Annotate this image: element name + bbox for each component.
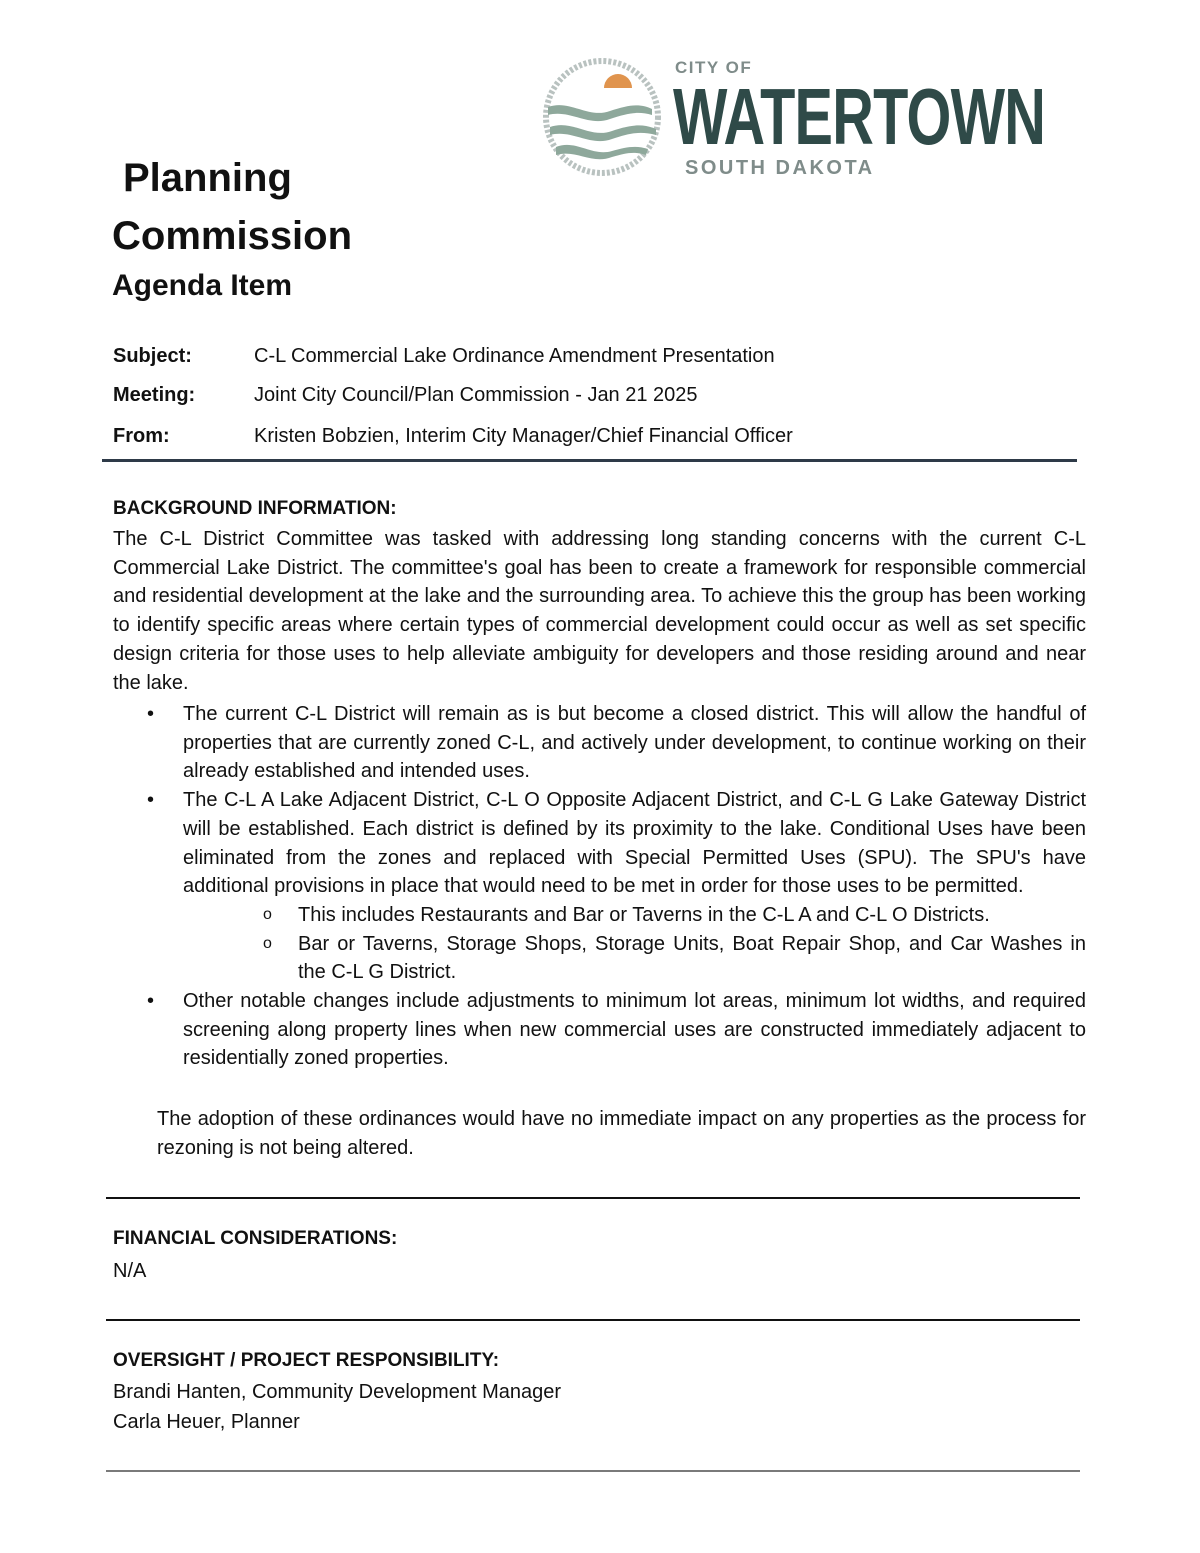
meta-label: Meeting:	[113, 384, 196, 406]
list-item	[113, 987, 1086, 1073]
background-heading: BACKGROUND INFORMATION:	[113, 498, 397, 519]
oversight-person: Brandi Hanten, Community Development Manager	[113, 1381, 561, 1403]
meta-value: Kristen Bobzien, Interim City Manager/Chief Financial Officer	[254, 425, 793, 447]
bullet-icon: •	[147, 789, 155, 812]
section-divider	[106, 1319, 1080, 1321]
bullet-text: The C-L A Lake Adjacent District, C-L O Opposite Adjacent District, and C-L G Lake Gateway District will be established. Each district is defined by its proximity to the lake. Conditional Uses have been eliminated from the zones and replaced with Special Permitted Uses (SPU). The SPU's have additional provisions in place that would need to be met in order for those uses to be permitted.	[183, 789, 1086, 898]
background-intro: The C-L District Committee was tasked with addressing long standing concerns with the current C-L Commercial Lake District. The committee's goal has been to create a framework for responsible commercial and residential development at the lake and the surrounding area. To achieve this the group has been working to identify specific areas where certain types of commercial development could occur as well as set specific design criteria for those uses to help alleviate ambiguity for developers and those residing around and near the lake.	[113, 528, 1086, 694]
meta-subject	[113, 341, 1093, 371]
oversight-person: Carla Heuer, Planner	[113, 1411, 300, 1433]
sub-bullet-text: This includes Restaurants and Bar or Taverns in the C-L A and C-L O Districts.	[298, 903, 990, 926]
financial-body: N/A	[113, 1260, 147, 1282]
page-title-line1: Planning	[123, 156, 292, 200]
lake-emblem-icon	[540, 55, 665, 180]
logo-state: SOUTH DAKOTA	[685, 157, 875, 179]
section-divider	[106, 1197, 1080, 1199]
background-bullet-list	[113, 700, 1086, 1073]
meta-label: From:	[113, 425, 170, 447]
background-closing: The adoption of these ordinances would have no immediate impact on any properties as the process for rezoning is not being altered.	[157, 1108, 1086, 1159]
oversight-heading: OVERSIGHT / PROJECT RESPONSIBILITY:	[113, 1350, 500, 1371]
list-item	[113, 786, 1086, 901]
page-title-line2: Commission	[112, 214, 353, 258]
sub-bullet-text: Bar or Taverns, Storage Shops, Storage Units, Boat Repair Shop, and Car Washes in the C-L G District.	[298, 932, 1086, 984]
sub-bullet-icon: o	[263, 934, 272, 952]
footer-divider	[106, 1470, 1080, 1472]
bullet-icon: •	[147, 703, 155, 725]
bullet-text: Other notable changes include adjustments to minimum lot areas, minimum lot widths, and required screening along property lines when new commercial uses are constructed immediately adjacent to residentially zoned properties.	[183, 990, 1086, 1070]
city-logo	[540, 55, 1085, 185]
logo-city-of: CITY OF	[675, 58, 753, 77]
sub-list-item	[113, 930, 1086, 987]
bullet-text: The current C-L District will remain as is but become a closed district. This will allow the handful of properties that are currently zoned C-L, and actively under development, to continue working on their already established and intended uses.	[183, 703, 1086, 783]
meta-value: C-L Commercial Lake Ordinance Amendment Presentation	[254, 345, 775, 367]
list-item	[113, 700, 1086, 786]
logo-city-name: WATERTOWN	[673, 72, 1046, 161]
sub-list-item	[113, 901, 1086, 930]
page-subtitle: Agenda Item	[112, 269, 293, 302]
bullet-icon: •	[147, 990, 155, 1013]
header-divider	[102, 459, 1077, 462]
financial-heading: FINANCIAL CONSIDERATIONS:	[113, 1228, 398, 1249]
meta-from	[113, 421, 1093, 451]
meta-label: Subject:	[113, 345, 192, 367]
sub-bullet-icon: o	[263, 905, 272, 923]
meta-value: Joint City Council/Plan Commission - Jan 21 2025	[254, 384, 698, 406]
meta-meeting	[113, 380, 1093, 410]
